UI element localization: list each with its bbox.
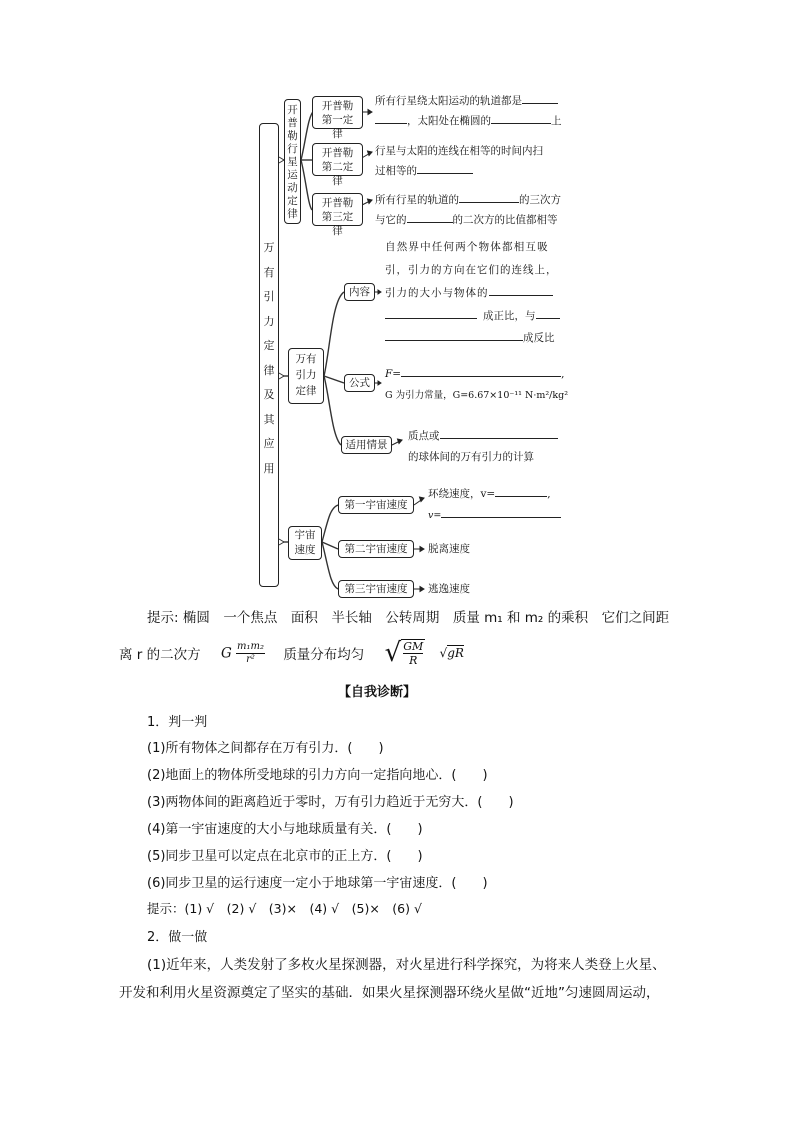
cosmic-label: 宇宙速度 xyxy=(294,529,316,556)
root-node xyxy=(259,123,279,587)
formula-line: F= , xyxy=(385,368,565,380)
content-node xyxy=(344,283,375,301)
second-cosmic-velocity-desc: 脱离速度 xyxy=(428,543,470,555)
first-cosmic-velocity-desc: 环绕速度，v= , xyxy=(428,488,551,500)
hint-line-1: 提示: 椭圆 一个焦点 面积 半长轴 公转周期 质量 m₁ 和 m₂ 的乘积 它们之间距 xyxy=(147,610,670,626)
scope-label: 适用情景 xyxy=(345,439,388,451)
hint-sqrt-2: √gR xyxy=(439,646,464,660)
kepler-third-law-text-2: 与它的 的二次方的比值都相等 xyxy=(375,214,558,226)
second-cosmic-velocity-node xyxy=(338,540,414,558)
kepler-first-law-title: 开普勒第一定律 xyxy=(321,100,354,140)
section-title: 【自我诊断】 xyxy=(338,685,417,700)
kepler-first-law-node xyxy=(312,96,363,140)
hint-formula: G $\frac{\text{m₁m₂}}{\text{r²}}$ xyxy=(220,640,265,665)
kepler-third-law-text: 所有行星的轨道的 的三次方 xyxy=(375,194,561,206)
scope-node xyxy=(341,436,392,454)
judge-item-6: (6)同步卫星的运行速度一定小于地球第一宇宙速度．( ) xyxy=(147,876,488,891)
do-heading: 2．做一做 xyxy=(147,930,208,945)
gravitation-label: 万有引力定律 xyxy=(295,353,317,397)
kepler-second-law-text: 行星与太阳的连线在相等的时间内扫 xyxy=(375,145,543,157)
root-label: 万有引力定律及其应用 xyxy=(263,241,275,475)
kepler-first-law-text-2: ，太阳处在椭圆的 上 xyxy=(375,111,562,131)
kepler-node xyxy=(284,99,301,224)
judge-heading: 1．判一判 xyxy=(147,715,208,730)
content-line-5: 成反比 xyxy=(385,328,555,348)
kepler-second-law-title: 开普勒第二定律 xyxy=(321,147,354,187)
judge-item-2: (2)地面上的物体所受地球的引力方向一定指向地心．( ) xyxy=(147,768,488,783)
kepler-second-law-text-2: 过相等的 xyxy=(375,161,473,181)
second-cosmic-velocity-label: 第二宇宙速度 xyxy=(344,543,408,555)
content-label: 内容 xyxy=(349,286,370,298)
hint-line-2: 离 r 的二次方 G $\frac{\text{m₁m₂}}{\text{r²}}$ 质量分布均匀 √ $\frac{GM}{R}$ √gR xyxy=(119,638,464,668)
do-line-2: 开发和利用火星资源奠定了坚实的基础．如果火星探测器环绕火星做“近地”匀速圆周运动， xyxy=(119,985,660,1001)
first-cosmic-velocity-desc-2: v= xyxy=(428,506,561,526)
scope-line-2: 的球体间的万有引力的计算 xyxy=(408,451,534,463)
kepler-third-law-node xyxy=(312,193,363,237)
judge-answer: 提示：(1) √ (2) √ (3)× (4) √ (5)× (6) √ xyxy=(147,901,422,916)
formula-label: 公式 xyxy=(349,377,370,389)
content-line-2: 引，引力的方向在它们的连线上， xyxy=(385,264,558,276)
gravitation-node xyxy=(288,348,324,404)
hint-sqrt-1: √ $\frac{GM}{R}$ xyxy=(384,638,424,668)
content-line-4: 成正比，与 xyxy=(385,306,560,326)
first-cosmic-velocity-label: 第一宇宙速度 xyxy=(344,499,408,511)
third-cosmic-velocity-node xyxy=(338,580,414,598)
third-cosmic-velocity-label: 第三宇宙速度 xyxy=(344,583,408,595)
cosmic-node xyxy=(288,526,322,560)
formula-note: G 为引力常量，G=6.67×10⁻¹¹ N·m²/kg² xyxy=(385,390,569,401)
content-line-3: 引力的大小与物体的 xyxy=(385,283,553,303)
judge-item-5: (5)同步卫星可以定点在北京市的正上方．( ) xyxy=(147,849,423,864)
formula-numerator: m₁m₂ xyxy=(237,640,265,652)
scope-line-1: 质点或 xyxy=(408,426,558,446)
judge-item-3: (3)两物体间的距离趋近于零时，万有引力趋近于无穷大．( ) xyxy=(147,795,514,810)
formula-node xyxy=(344,374,375,392)
kepler-second-law-node xyxy=(312,143,363,187)
formula-denominator: r² xyxy=(246,653,255,665)
content-line-1: 自然界中任何两个物体都相互吸 xyxy=(385,241,549,253)
kepler-first-law-text: 所有行星绕太阳运动的轨道都是 xyxy=(375,91,558,111)
do-line-1: (1)近年来，人类发射了多枚火星探测器，对火星进行科学探究，为将来人类登上火星、 xyxy=(147,957,666,973)
judge-item-1: (1)所有物体之间都存在万有引力．( ) xyxy=(147,741,384,756)
first-cosmic-velocity-node xyxy=(338,496,414,514)
kepler-third-law-title: 开普勒第三定律 xyxy=(321,197,354,237)
kepler-label: 开普勒行星运动定律 xyxy=(287,104,298,220)
third-cosmic-velocity-desc: 逃逸速度 xyxy=(428,583,470,595)
judge-item-4: (4)第一宇宙速度的大小与地球质量有关．( ) xyxy=(147,822,423,837)
